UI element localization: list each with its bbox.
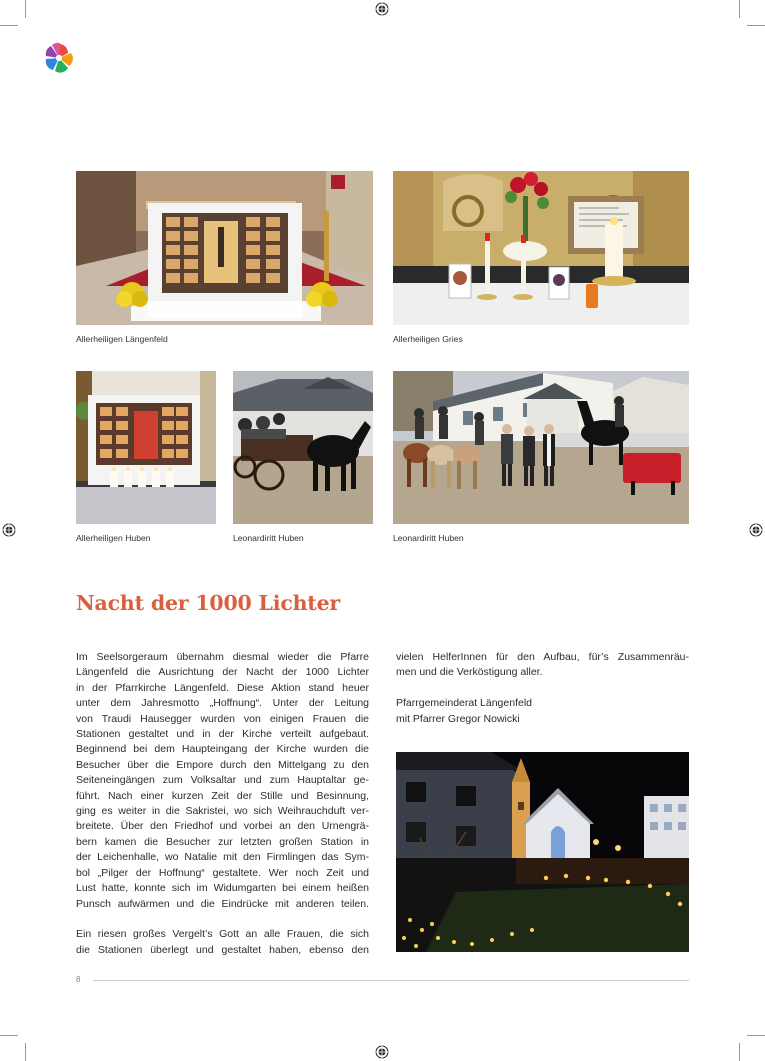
- text-line: Besucher über die Empore durch den Mittelgang zu den: [76, 758, 369, 771]
- text-line: men und die Verköstigung aller.: [396, 666, 543, 679]
- photo-leonardiritt-carriage: [233, 371, 373, 524]
- text-line: in der Pfarrkirche Längenfeld. Diese Aktion stand heuer: [76, 681, 369, 694]
- photo-caption: Allerheiligen Huben: [76, 533, 151, 543]
- crop-mark: [747, 1035, 765, 1036]
- photo-nacht-der-lichter: [396, 752, 689, 952]
- text-line: Seiteneingängen zum Volksaltar und zum Hauptaltar ge-: [76, 774, 369, 787]
- text-line: vielen HelferInnen für den Aufbau, für’s Zusammenräu-: [396, 651, 689, 663]
- text-line: die Stationen überlegt und gestaltet haben, ebenso den: [76, 943, 369, 956]
- footer-divider: [93, 980, 689, 981]
- registration-mark-icon: [749, 523, 763, 537]
- crop-mark: [747, 25, 765, 26]
- photo-allerheiligen-laengenfeld: [76, 171, 373, 325]
- registration-mark-icon: [375, 1045, 389, 1059]
- registration-mark-icon: [2, 523, 16, 537]
- photo-caption: Allerheiligen Längenfeld: [76, 334, 168, 344]
- signature-line: mit Pfarrer Gregor Nowicki: [396, 712, 520, 725]
- photo-caption: Leonardiritt Huben: [233, 533, 304, 543]
- text-line: Stationen gestaltet und in der Kirche verteilt aufgebaut.: [76, 728, 369, 741]
- photo-leonardiritt-group: [393, 371, 689, 524]
- photo-allerheiligen-huben: [76, 371, 216, 524]
- text-line: Lust hatte, konnte sich im Widumgarten bei einem heißen: [76, 882, 369, 895]
- registration-mark-icon: [375, 2, 389, 16]
- article-left-column: [76, 650, 369, 958]
- crop-mark: [739, 0, 740, 18]
- text-line: Beginnend bei dem Haupteingang der Kirche wurden die: [76, 743, 369, 756]
- crop-mark: [25, 0, 26, 18]
- text-line: Punsch aufwärmen und die Eindrücke mit anderen teilen.: [76, 897, 369, 910]
- pinwheel-logo-icon: [42, 41, 76, 75]
- text-line: Ein riesen großes Vergelt’s Gott an alle Frauen, die sich: [76, 928, 369, 941]
- text-line: ging es weiter in die Sakristei, wo sich Weihrauchduft ver-: [76, 805, 369, 818]
- photo-allerheiligen-gries: [393, 171, 689, 325]
- text-line: unter dem Jahresmotto „Hoffnung“. Unter der Leitung: [76, 697, 369, 710]
- text-line: von Traudi Hausegger wurden von einigen Frauen die: [76, 712, 369, 725]
- text-line: Im Seelsorgeraum übernahm diesmal wieder die Pfarre: [76, 651, 369, 663]
- photo-caption: Allerheiligen Gries: [393, 334, 463, 344]
- crop-mark: [739, 1043, 740, 1061]
- article-right-column: [396, 650, 689, 727]
- crop-mark: [25, 1043, 26, 1061]
- text-line: bern kamen die Besucher zur letzten großen Station in: [76, 835, 369, 848]
- photo-caption: Leonardiritt Huben: [393, 533, 464, 543]
- article-title: Nacht der 1000 Lichter: [76, 591, 341, 615]
- page-number: 8: [76, 975, 81, 984]
- text-line: Längenfeld die Ausrichtung der Nacht der 1000 Lichter: [76, 666, 369, 679]
- signature-line: Pfarrgemeinderat Längenfeld: [396, 697, 533, 710]
- text-line: breitete. Über den Friedhof und vorbei an den Urnengrä-: [76, 820, 369, 833]
- crop-mark: [0, 1035, 18, 1036]
- text-line: führt. Nach einer kurzen Zeit der Stille und Besinnung,: [76, 789, 369, 802]
- crop-mark: [0, 25, 18, 26]
- text-line: bol „Pilger der Hoffnung“ gestaltete. Wer noch Zeit und: [76, 866, 369, 879]
- text-line: der Leichenhalle, wo Natalie mit den Firmlingen das Sym-: [76, 851, 369, 864]
